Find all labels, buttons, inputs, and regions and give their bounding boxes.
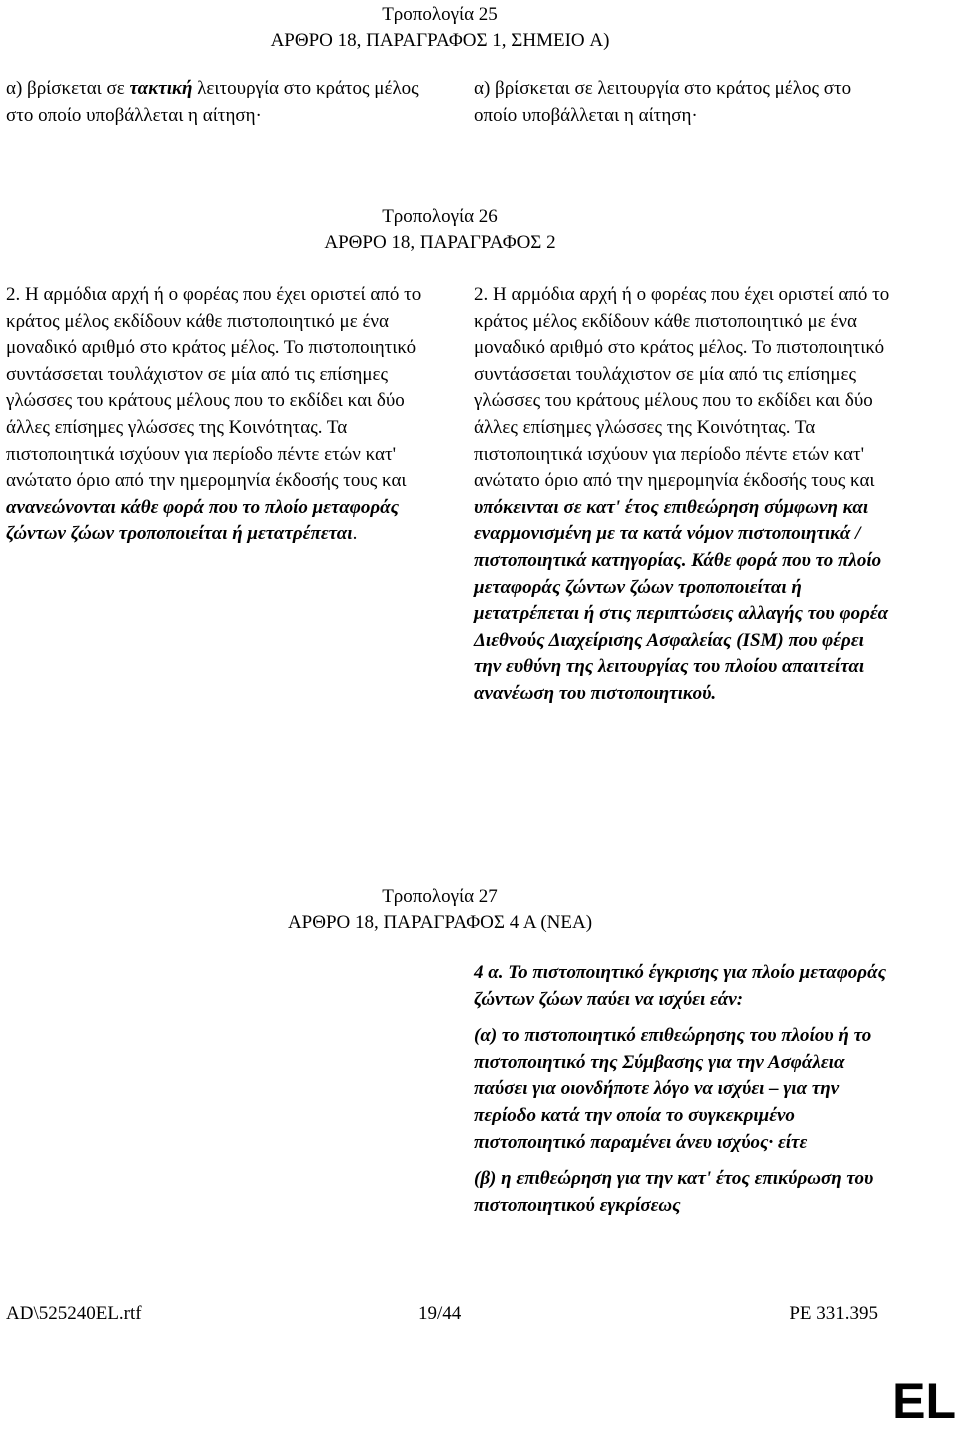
- amendment-27-point-a: (α) το πιστοποιητικό επιθεώρησης του πλοίου ή το πιστοποιητικό της Σύμβασης για την Ασφάλεια παύσει για οιονδήποτε λόγο να ισχύει – για την περίοδο κατά την οποία το συγκεκριμένο πιστοποιητικό παραμένει άνευ ισχύος· είτε: [474, 1025, 872, 1153]
- amendment-26-reference: ΑΡΘΡΟ 18, ΠΑΡΑΓΡΑΦΟΣ 2: [324, 232, 556, 253]
- amendment-26-original-text: 2. Η αρμόδια αρχή ή ο φορέας που έχει οριστεί από το κράτος μέλος εκδίδουν κάθε πιστοποιητικό με ένα μοναδικό αριθμό στο κράτος μέλος. Το πιστοποιητικό συντάσσεται τουλάχιστον σε μία από τις επίσημες γλώσσες του κράτους μέλους που το εκδίδει και δύο άλλες επίσημες γλώσσες της Κοινότητας. Τα πιστοποιητικά ισχύουν για περίοδο πέντε ετών κατ' ανώτατο όριο από την ημερομηνία έκδοσής τους και ανανεώνονται κάθε φορά που το πλοίο μεταφοράς ζώντων ζώων τροποποιείται ή μετατρέπεται.: [6, 284, 422, 545]
- amendment-26-amended-emphasis: υπόκεινται σε κατ' έτος επιθεώρηση σύμφωνη και εναρμονισμένη με τα κατά νόμον πιστοποιητικά / πιστοποιητικά κατηγορίας. Κάθε φορά που το πλοίο μεταφοράς ζώντων ζώων τροποποιείται ή μετατρέπεται ή στις περιπτώσεις αλλαγής του φορέα Διεθνούς Διαχείρισης Ασφαλείας (ISM) που φέρει την ευθύνη της λειτουργίας του πλοίου απαιτείται ανανέωση του πιστοποιητικού.: [474, 496, 889, 704]
- amendment-26-amended-text: 2. Η αρμόδια αρχή ή ο φορέας που έχει οριστεί από το κράτος μέλος εκδίδουν κάθε πιστοποιητικό με ένα μοναδικό αριθμό στο κράτος μέλος. Το πιστοποιητικό συντάσσεται τουλάχιστον σε μία από τις επίσημες γλώσσες του κράτους μέλους που το εκδίδει και δύο άλλες επίσημες γλώσσες της Κοινότητας. Τα πιστοποιητικά ισχύουν για περίοδο πέντε ετών κατ' ανώτατο όριο από την ημερομηνία έκδοσής τους και υπόκεινται σε κατ' έτος επιθεώρηση σύμφωνη και εναρμονισμένη με τα κατά νόμον πιστοποιητικά / πιστοποιητικά κατηγορίας. Κάθε φορά που το πλοίο μεταφοράς ζώντων ζώων τροποποιείται ή μετατρέπεται ή στις περιπτώσεις αλλαγής του φορέα Διεθνούς Διαχείρισης Ασφαλείας (ISM) που φέρει την ευθύνη της λειτουργίας του πλοίου απαιτείται ανανέωση του πιστοποιητικού.: [474, 284, 890, 704]
- amendment-25-amended-text: α) βρίσκεται σε λειτουργία στο κράτος μέλος στο οποίο υποβάλλεται η αίτηση·: [474, 78, 852, 126]
- amendment-27-point-b: (β) η επιθεώρηση για την κατ' έτος επικύρωση του πιστοποιητικού εγκρίσεως: [474, 1168, 874, 1216]
- pe-number: PE 331.395: [789, 1303, 878, 1324]
- amendment-25-reference: ΑΡΘΡΟ 18, ΠΑΡΑΓΡΑΦΟΣ 1, ΣΗΜΕΙΟ A): [270, 30, 610, 51]
- page-footer: [6, 1301, 878, 1328]
- emphasis-taktiki: τακτική: [129, 78, 193, 99]
- language-code: EL: [892, 1373, 956, 1429]
- amendment-27-amended-text: [474, 960, 894, 1219]
- amendment-26-original-emphasis: ανανεώνονται κάθε φορά που το πλοίο μεταφοράς ζώντων ζώων τροποποιείται ή μετατρέπεται: [6, 496, 400, 545]
- page-number: 19/44: [418, 1303, 462, 1324]
- amendment-25-original-text: α) βρίσκεται σε τακτική λειτουργία στο κράτος μέλος στο οποίο υποβάλλεται η αίτηση·: [6, 78, 419, 126]
- amendment-25-title: Τροπολογία 25: [382, 4, 498, 25]
- amendment-27-reference: ΑΡΘΡΟ 18, ΠΑΡΑΓΡΑΦΟΣ 4 Α (ΝΕΑ): [287, 912, 593, 933]
- document-reference: AD\525240EL.rtf: [6, 1303, 142, 1324]
- amendment-27-paragraph-4a: 4 α. Το πιστοποιητικό έγκρισης για πλοίο μεταφοράς ζώντων ζώων παύει να ισχύει εάν:: [474, 962, 887, 1010]
- amendment-27-title: Τροπολογία 27: [382, 886, 498, 907]
- amendment-26-title: Τροπολογία 26: [382, 206, 498, 227]
